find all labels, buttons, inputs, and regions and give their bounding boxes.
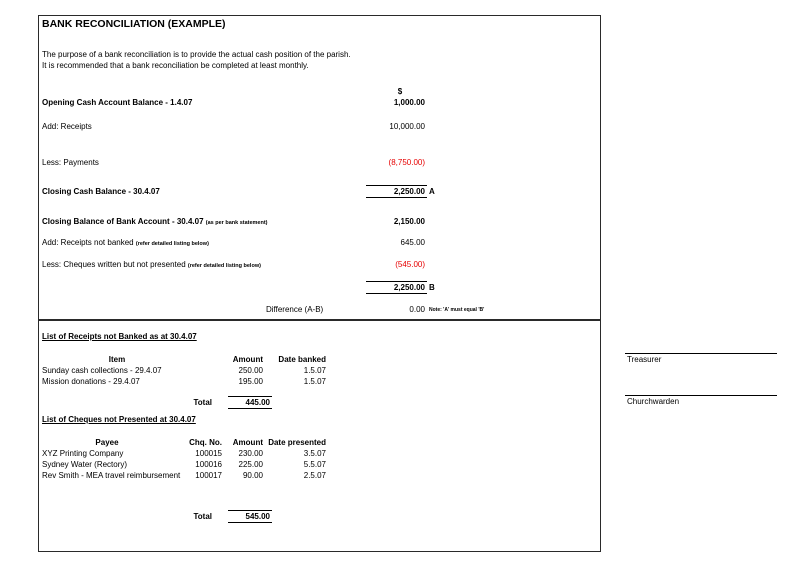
row-value-negative: (545.00) [395, 260, 425, 269]
row-label-text: Add: Receipts not banked [42, 238, 134, 247]
page-title: BANK RECONCILIATION (EXAMPLE) [42, 18, 226, 30]
cell-amount: 195.00 [238, 377, 263, 386]
row-value: 10,000.00 [389, 122, 425, 131]
column-header-chq-no: Chq. No. [189, 438, 222, 447]
summary-row-receipts-not-banked [0, 238, 790, 250]
summary-row-closing-bank-balance [0, 217, 790, 229]
row-value: 1,000.00 [393, 98, 425, 107]
cell-amount: 250.00 [238, 366, 263, 375]
column-header-date-banked: Date banked [278, 355, 326, 364]
summary-row-cheques-not-presented [0, 260, 790, 272]
row-label: Opening Cash Account Balance - 1.4.07 [42, 98, 193, 107]
cell-chq-no: 100015 [195, 449, 222, 458]
total-label: Total [193, 512, 212, 521]
row-label [42, 238, 209, 249]
cell-date: 1.5.07 [303, 377, 326, 386]
row-label-note: (refer detailed listing below) [187, 263, 261, 269]
summary-row-opening-balance [0, 98, 790, 110]
cell-payee: XYZ Printing Company [42, 449, 124, 458]
churchwarden-signature-line [625, 395, 777, 396]
cell-amount: 225.00 [238, 460, 263, 469]
row-label-text: Closing Balance of Bank Account - 30.4.07 [42, 217, 204, 226]
intro-line-2: It is recommended that a bank reconciliation be completed at least monthly. [42, 61, 309, 70]
summary-row-less-payments [0, 158, 790, 170]
cheques-total-row [0, 512, 790, 524]
row-label-note: (as per bank statement) [205, 220, 268, 226]
receipts-list-heading: List of Receipts not Banked as at 30.4.07 [42, 332, 197, 341]
row-label [42, 260, 261, 271]
column-header-item: Item [108, 355, 126, 364]
column-header-amount: Amount [232, 438, 263, 447]
cell-amount: 230.00 [238, 449, 263, 458]
cell-payee: Rev Smith - MEA travel reimbursement [42, 471, 181, 480]
row-value-ruled: 2,250.00 [366, 185, 427, 198]
cell-date: 5.5.07 [303, 460, 326, 469]
summary-row-adjusted-bank-total [0, 283, 790, 295]
intro-line-1: The purpose of a bank reconciliation is to provide the actual cash position of the parish. [42, 50, 351, 59]
difference-note: Note: 'A' must equal 'B' [429, 307, 485, 313]
cell-chq-no: 100016 [195, 460, 222, 469]
cell-item: Sunday cash collections - 29.4.07 [42, 366, 162, 375]
row-label: Less: Payments [42, 158, 99, 167]
total-value: 545.00 [228, 510, 272, 523]
row-label: Closing Cash Balance - 30.4.07 [42, 187, 160, 196]
difference-label: Difference (A-B) [266, 305, 324, 314]
treasurer-signature-label: Treasurer [627, 355, 662, 364]
cell-date: 1.5.07 [303, 366, 326, 375]
summary-row-add-receipts [0, 122, 790, 134]
column-header-payee: Payee [95, 438, 119, 447]
cell-chq-no: 100017 [195, 471, 222, 480]
receipts-table-row [0, 377, 790, 389]
row-value: 2,150.00 [393, 217, 425, 226]
cell-amount: 90.00 [242, 471, 263, 480]
cell-date: 2.5.07 [303, 471, 326, 480]
row-label-note: (refer detailed listing below) [135, 241, 209, 247]
row-value-negative: (8,750.00) [388, 158, 425, 167]
currency-symbol: $ [397, 87, 403, 96]
row-marker-b: B [429, 283, 435, 292]
row-value-ruled: 2,250.00 [366, 281, 427, 294]
cell-date: 3.5.07 [303, 449, 326, 458]
column-header-date-presented: Date presented [268, 438, 326, 447]
total-value: 445.00 [228, 396, 272, 409]
treasurer-signature-line [625, 353, 777, 354]
cell-payee: Sydney Water (Rectory) [42, 460, 128, 469]
row-label-text: Less: Cheques written but not presented [42, 260, 186, 269]
cell-item: Mission donations - 29.4.07 [42, 377, 140, 386]
column-header-amount: Amount [232, 355, 263, 364]
row-value: 645.00 [400, 238, 425, 247]
summary-row-difference [0, 305, 790, 317]
difference-value: 0.00 [409, 305, 425, 314]
total-label: Total [193, 398, 212, 407]
row-marker-a: A [429, 187, 435, 196]
section-divider-line [38, 319, 601, 321]
summary-row-closing-cash-balance [0, 187, 790, 199]
cheques-list-heading: List of Cheques not Presented at 30.4.07 [42, 415, 196, 424]
cheques-table-row [0, 471, 790, 483]
row-label: Add: Receipts [42, 122, 92, 131]
row-label [42, 217, 268, 228]
churchwarden-signature-label: Churchwarden [627, 397, 680, 406]
